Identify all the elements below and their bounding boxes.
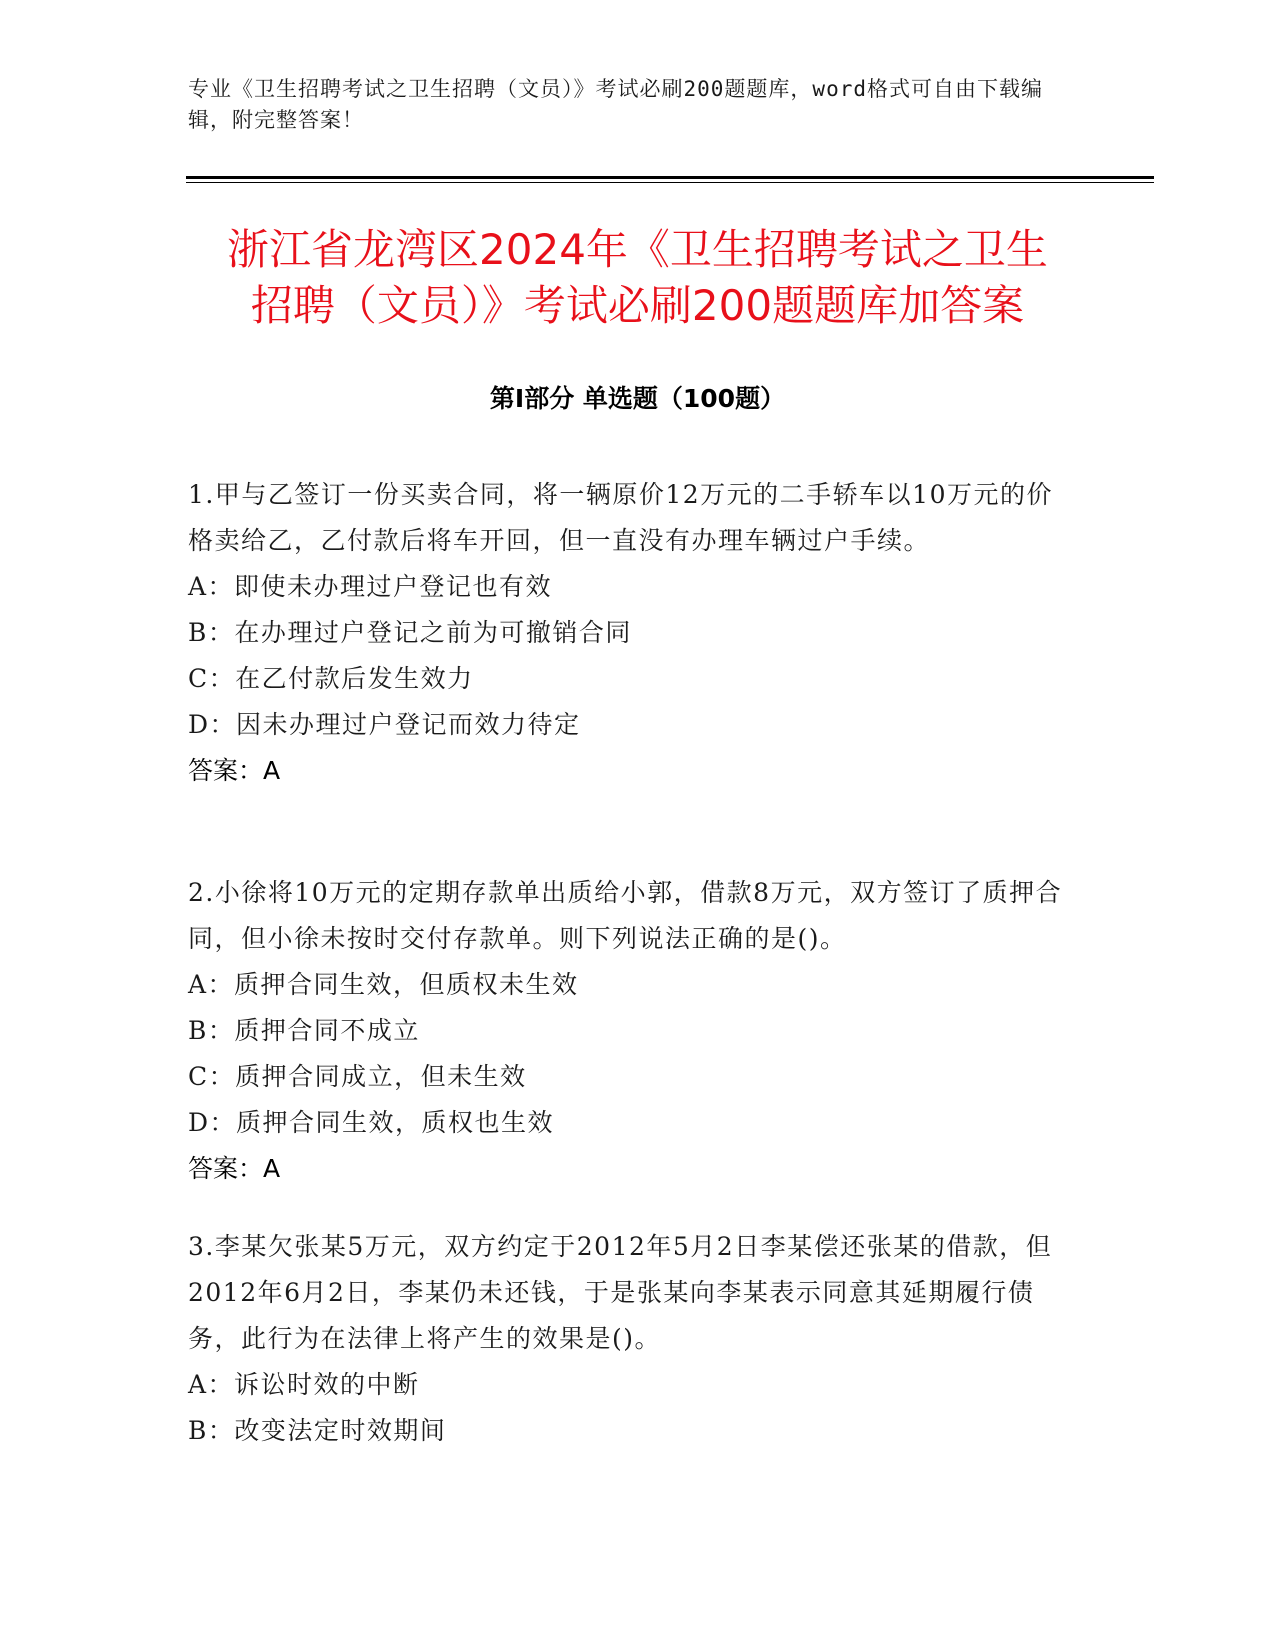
option-a: A：即使未办理过户登记也有效 bbox=[188, 572, 553, 601]
option-a: A：诉讼时效的中断 bbox=[188, 1370, 420, 1399]
answer: 答案：A bbox=[188, 756, 281, 785]
header-rule-thick bbox=[186, 176, 1154, 179]
option-d: D：质押合同生效，质权也生效 bbox=[188, 1108, 555, 1137]
answer: 答案：A bbox=[188, 1154, 281, 1183]
option-a: A：质押合同生效，但质权未生效 bbox=[188, 970, 579, 999]
question-1 bbox=[188, 472, 1068, 794]
option-c: C：在乙付款后发生效力 bbox=[188, 664, 474, 693]
option-b: B：质押合同不成立 bbox=[188, 1016, 420, 1045]
question-stem: 3.李某欠张某5万元，双方约定于2012年5月2日李某偿还张某的借款，但2012年6月2日，李某仍未还钱，于是张某向李某表示同意其延期履行债务，此行为在法律上将产生的效果是()。 bbox=[188, 1232, 1053, 1353]
header-note: 专业《卫生招聘考试之卫生招聘（文员）》考试必刷200题题库，word格式可自由下载编辑，附完整答案！ bbox=[188, 77, 1043, 132]
document-title-line-1: 浙江省龙湾区2024年《卫生招聘考试之卫生 bbox=[227, 225, 1048, 274]
header-rule-thin bbox=[186, 182, 1154, 183]
section-title: 第Ⅰ部分 单选题（100题） bbox=[489, 384, 786, 413]
option-d: D：因未办理过户登记而效力待定 bbox=[188, 710, 581, 739]
option-b: B：在办理过户登记之前为可撤销合同 bbox=[188, 618, 632, 647]
option-c: C：质押合同成立，但未生效 bbox=[188, 1062, 527, 1091]
question-stem: 1.甲与乙签订一份买卖合同，将一辆原价12万元的二手轿车以10万元的价格卖给乙，乙付款后将车开回，但一直没有办理车辆过户手续。 bbox=[188, 480, 1053, 555]
question-2 bbox=[188, 870, 1068, 1192]
question-3 bbox=[188, 1224, 1068, 1454]
question-stem: 2.小徐将10万元的定期存款单出质给小郭，借款8万元，双方签订了质押合同，但小徐未按时交付存款单。则下列说法正确的是()。 bbox=[188, 878, 1063, 953]
document-title bbox=[150, 222, 1125, 334]
option-b: B：改变法定时效期间 bbox=[188, 1416, 447, 1445]
document-title-line-2: 招聘（文员）》考试必刷200题题库加答案 bbox=[250, 281, 1025, 330]
